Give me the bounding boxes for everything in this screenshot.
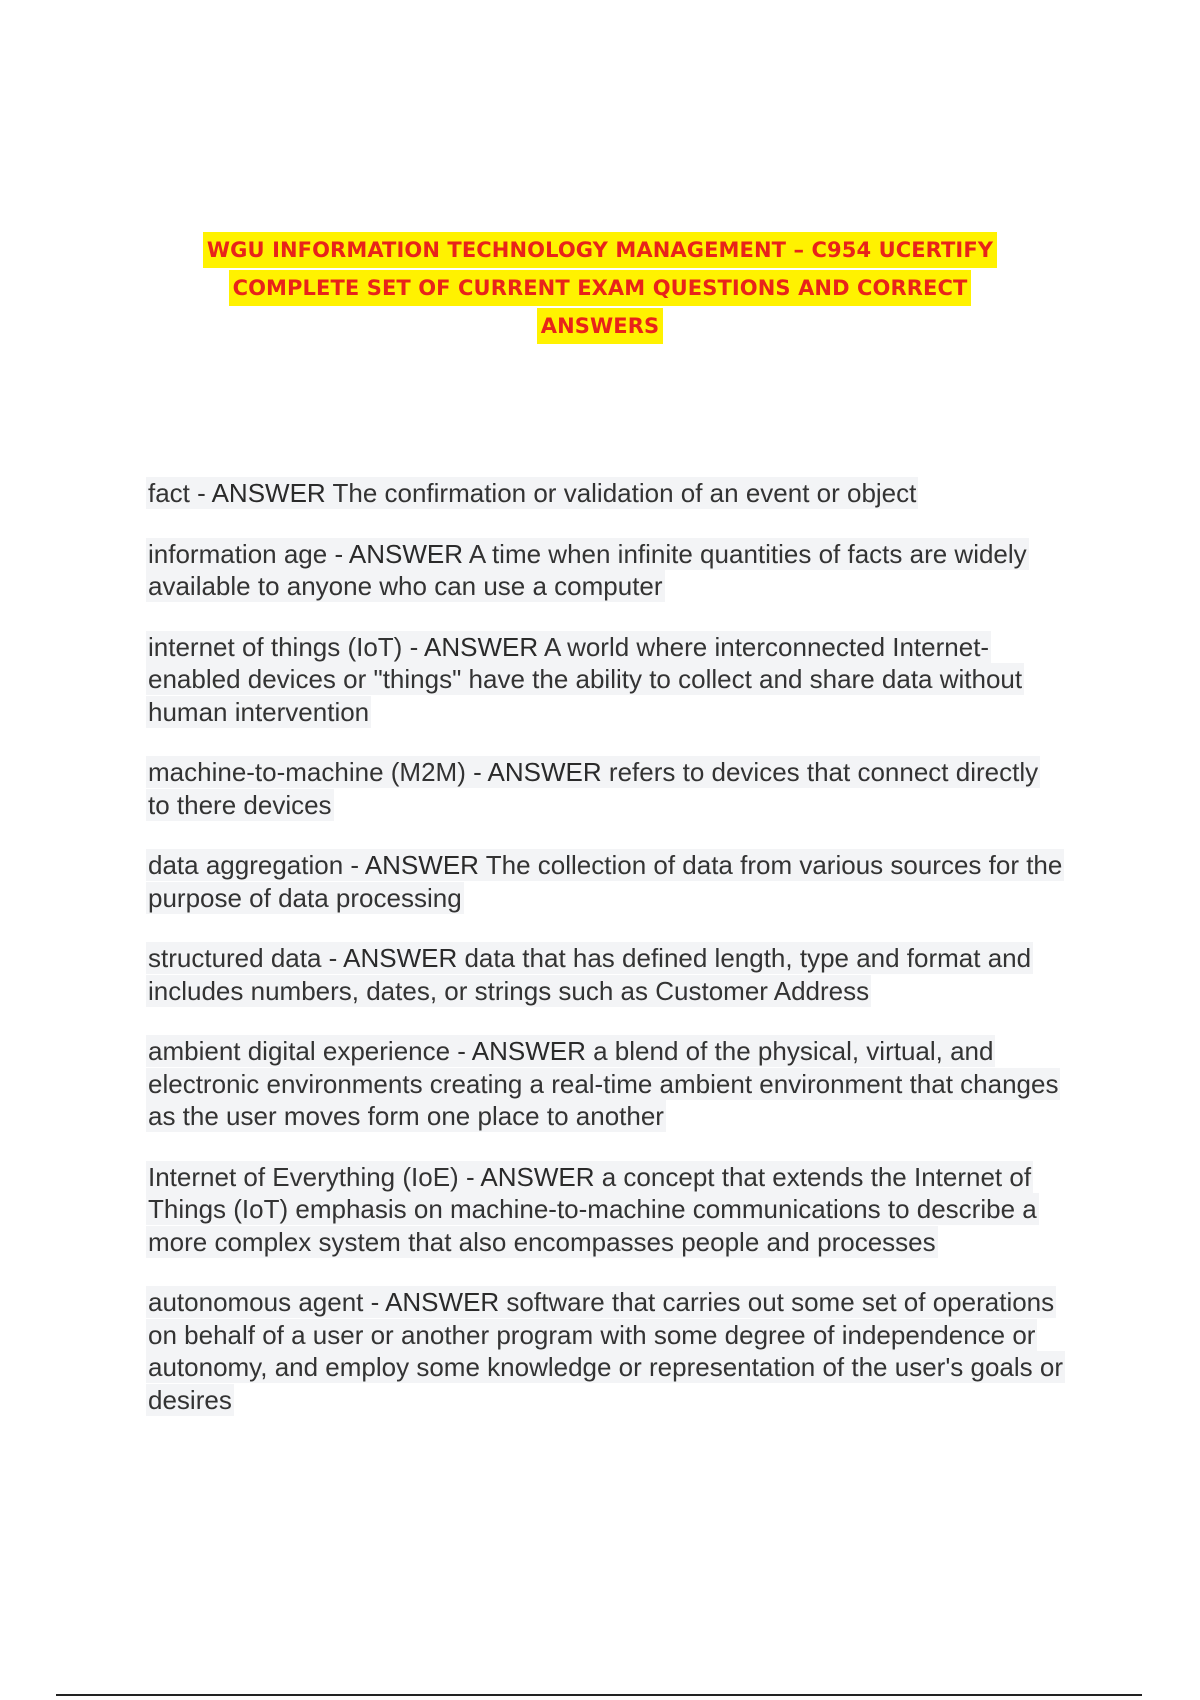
qa-definition: software that carries out some set of operations on behalf of a user or another program with some degree of independence or autonomy, and employ some knowledge or representation of the user's goals or desires <box>148 1287 1064 1415</box>
title-line-2: COMPLETE SET OF CURRENT EXAM QUESTIONS AND CORRECT <box>229 270 972 306</box>
qa-separator: - <box>458 1161 481 1192</box>
qa-item-ioe <box>146 1161 1066 1259</box>
answer-keyword: ANSWER <box>471 1036 586 1066</box>
qa-definition: data that has defined length, type and format and includes numbers, dates, or strings such as Customer Address <box>148 943 1032 1006</box>
qa-term: structured data <box>148 943 322 973</box>
qa-separator: - <box>363 1287 386 1317</box>
qa-definition: A world where interconnected Internet-enabled devices or "things" have the ability to collect and share data without human intervention <box>148 631 1023 727</box>
qa-separator: - <box>465 757 488 787</box>
qa-term: Internet of Everything (IoE) <box>148 1161 459 1192</box>
answer-keyword: ANSWER <box>343 943 458 973</box>
qa-item-iot <box>146 631 1066 729</box>
qa-definition: The collection of data from various sources for the purpose of data processing <box>148 850 1063 913</box>
qa-separator: - <box>327 538 349 569</box>
answer-keyword: ANSWER <box>424 631 539 662</box>
qa-list <box>146 477 1066 1444</box>
qa-term: machine-to-machine (M2M) <box>148 757 466 787</box>
title-line-1: WGU INFORMATION TECHNOLOGY MANAGEMENT – C954 UCERTIFY <box>203 232 997 268</box>
answer-keyword: ANSWER <box>385 1287 500 1317</box>
qa-item-data-aggregation <box>146 849 1066 914</box>
qa-definition: refers to devices that connect directly to there devices <box>148 757 1039 820</box>
qa-item-ambient-digital-experience <box>146 1035 1066 1133</box>
qa-item-fact <box>146 477 1066 510</box>
qa-separator: - <box>321 943 344 973</box>
qa-definition: The confirmation or validation of an event or object <box>332 478 917 508</box>
qa-separator: - <box>343 850 365 880</box>
qa-term: fact <box>148 478 190 508</box>
qa-item-structured-data <box>146 942 1066 1007</box>
qa-term: ambient digital experience <box>148 1036 451 1066</box>
qa-definition: A time when infinite quantities of facts are widely available to anyone who can use a computer <box>148 538 1027 601</box>
qa-term: information age <box>148 538 328 569</box>
qa-definition: a concept that extends the Internet of Things (IoT) emphasis on machine-to-machine communications to describe a more complex system that also encompasses people and processes <box>148 1161 1037 1257</box>
page-bottom-divider <box>56 1694 1142 1696</box>
answer-keyword: ANSWER <box>211 478 326 508</box>
qa-item-information-age <box>146 538 1066 603</box>
qa-separator: - <box>450 1036 472 1066</box>
document-title <box>150 232 1050 346</box>
qa-term: internet of things (IoT) <box>148 631 403 662</box>
qa-item-m2m <box>146 756 1066 821</box>
qa-term: autonomous agent <box>148 1287 364 1317</box>
qa-item-autonomous-agent <box>146 1286 1066 1416</box>
title-line-3: ANSWERS <box>537 308 663 344</box>
qa-separator: - <box>189 478 212 508</box>
answer-keyword: ANSWER <box>364 850 479 880</box>
qa-definition: a blend of the physical, virtual, and electronic environments creating a real-time ambient environment that changes as the user moves form one place to another <box>148 1036 1059 1131</box>
answer-keyword: ANSWER <box>348 538 464 569</box>
qa-term: data aggregation <box>148 850 344 880</box>
qa-separator: - <box>402 631 425 662</box>
answer-keyword: ANSWER <box>487 757 602 787</box>
answer-keyword: ANSWER <box>480 1161 595 1192</box>
